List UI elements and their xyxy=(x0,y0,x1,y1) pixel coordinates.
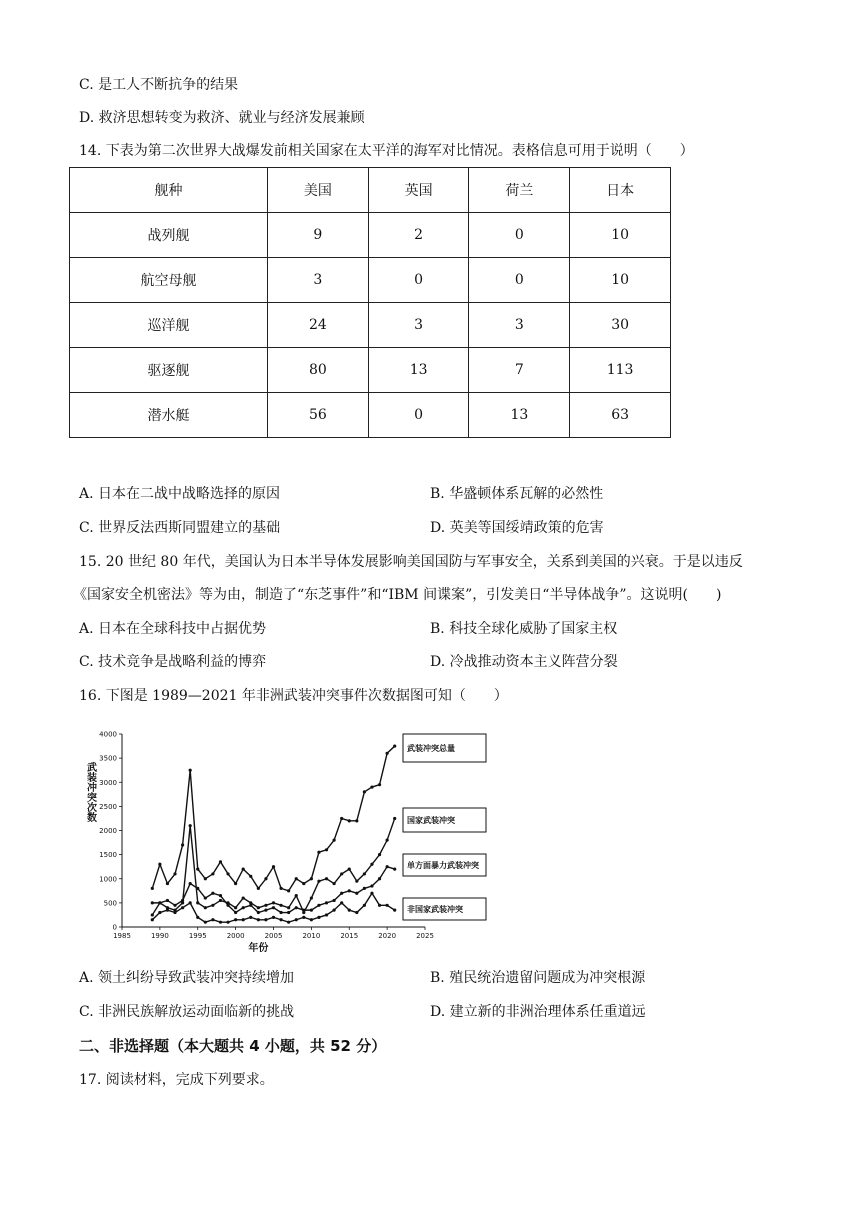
data-point xyxy=(317,880,320,883)
data-point xyxy=(264,877,267,880)
data-point xyxy=(211,918,214,921)
table-cell: 9 xyxy=(268,213,369,258)
data-point xyxy=(370,785,373,788)
q15-option-c: C. 技术竞争是战略利益的博弈 xyxy=(79,654,267,670)
data-point xyxy=(166,899,169,902)
data-point xyxy=(355,819,358,822)
data-point xyxy=(181,906,184,909)
data-point xyxy=(325,913,328,916)
table-cell: 30 xyxy=(570,303,671,348)
table-header-cell: 舰种 xyxy=(70,168,268,213)
data-point xyxy=(219,921,222,924)
table-row xyxy=(70,393,671,438)
table-cell: 7 xyxy=(469,348,570,393)
table-cell: 13 xyxy=(368,348,469,393)
data-point xyxy=(204,896,207,899)
data-point xyxy=(295,918,298,921)
data-point xyxy=(310,877,313,880)
data-point xyxy=(211,904,214,907)
data-point xyxy=(348,909,351,912)
y-axis-label: 武装冲突次数 xyxy=(84,762,96,822)
data-point xyxy=(234,918,237,921)
data-point xyxy=(151,913,154,916)
data-point xyxy=(257,887,260,890)
conflict-line-chart xyxy=(80,722,500,962)
data-point xyxy=(181,899,184,902)
q17-stem: 17. 阅读材料，完成下列要求。 xyxy=(79,1072,274,1088)
data-point xyxy=(272,901,275,904)
data-point xyxy=(219,860,222,863)
data-point xyxy=(302,882,305,885)
data-point xyxy=(340,872,343,875)
table-row xyxy=(70,303,671,348)
data-point xyxy=(211,872,214,875)
q15-stem-line2: 《国家安全机密法》等为由，制造了“东芝事件”和“IBM 间谍案”，引发美日“半导体战争”。这说明( ) xyxy=(73,587,722,603)
data-point xyxy=(348,868,351,871)
table-cell: 0 xyxy=(368,258,469,303)
data-point xyxy=(242,906,245,909)
data-point xyxy=(363,904,366,907)
data-point xyxy=(226,904,229,907)
legend-entry: 非国家武装冲突 xyxy=(407,905,463,914)
table-row xyxy=(70,258,671,303)
table-cell: 航空母舰 xyxy=(70,258,268,303)
data-point xyxy=(378,783,381,786)
y-tick-label: 4000 xyxy=(99,730,117,739)
chart-svg xyxy=(80,722,500,962)
data-point xyxy=(211,892,214,895)
data-point xyxy=(249,904,252,907)
data-point xyxy=(264,909,267,912)
data-point xyxy=(325,877,328,880)
table-cell: 63 xyxy=(570,393,671,438)
table-cell: 80 xyxy=(268,348,369,393)
x-tick-label: 2020 xyxy=(378,932,397,940)
data-point xyxy=(242,896,245,899)
data-point xyxy=(378,877,381,880)
data-point xyxy=(340,892,343,895)
data-point xyxy=(333,899,336,902)
data-point xyxy=(204,877,207,880)
data-point xyxy=(317,851,320,854)
data-point xyxy=(249,916,252,919)
table-cell: 10 xyxy=(570,258,671,303)
data-point xyxy=(151,887,154,890)
y-tick-label: 1500 xyxy=(99,851,117,860)
table-cell: 3 xyxy=(469,303,570,348)
x-tick-label: 1990 xyxy=(150,932,169,940)
data-point xyxy=(310,918,313,921)
table-cell: 3 xyxy=(268,258,369,303)
data-point xyxy=(158,901,161,904)
q15-option-d: D. 冷战推动资本主义阵营分裂 xyxy=(430,654,618,670)
legend-entry: 单方面暴力武装冲突 xyxy=(407,861,479,870)
data-point xyxy=(279,911,282,914)
data-point xyxy=(166,909,169,912)
table-cell: 0 xyxy=(469,258,570,303)
data-point xyxy=(333,909,336,912)
data-point xyxy=(158,863,161,866)
data-point xyxy=(386,865,389,868)
q16-option-b: B. 殖民统治遗留问题成为冲突根源 xyxy=(430,970,646,986)
x-tick-label: 2000 xyxy=(226,932,245,940)
data-point xyxy=(279,918,282,921)
data-point xyxy=(333,839,336,842)
data-point xyxy=(386,752,389,755)
data-point xyxy=(348,819,351,822)
data-point xyxy=(196,868,199,871)
q16-option-a: A. 领土纠纷导致武装冲突持续增加 xyxy=(79,970,295,986)
data-point xyxy=(355,911,358,914)
data-point xyxy=(287,911,290,914)
data-point xyxy=(340,817,343,820)
data-point xyxy=(204,921,207,924)
data-point xyxy=(363,872,366,875)
data-point xyxy=(189,901,192,904)
table-header-cell: 日本 xyxy=(570,168,671,213)
data-point xyxy=(363,790,366,793)
data-point xyxy=(272,906,275,909)
q15-option-a: A. 日本在全球科技中占据优势 xyxy=(79,621,267,637)
data-point xyxy=(363,887,366,890)
data-point xyxy=(234,882,237,885)
data-point xyxy=(242,918,245,921)
y-tick-label: 0 xyxy=(112,923,117,932)
x-axis-label: 年份 xyxy=(248,943,269,954)
q14-option-d: D. 英美等国绥靖政策的危害 xyxy=(430,520,604,536)
data-point xyxy=(264,904,267,907)
data-point xyxy=(226,872,229,875)
data-point xyxy=(355,880,358,883)
data-point xyxy=(173,872,176,875)
table-cell: 10 xyxy=(570,213,671,258)
y-tick-label: 3500 xyxy=(99,754,117,763)
data-point xyxy=(264,918,267,921)
data-point xyxy=(257,911,260,914)
data-point xyxy=(302,909,305,912)
data-point xyxy=(219,899,222,902)
y-tick-label: 2500 xyxy=(99,802,117,811)
q14-option-a: A. 日本在二战中战略选择的原因 xyxy=(79,486,281,502)
data-point xyxy=(257,918,260,921)
q16-option-c: C. 非洲民族解放运动面临新的挑战 xyxy=(79,1004,295,1020)
data-point xyxy=(310,896,313,899)
data-point xyxy=(348,889,351,892)
q16-stem: 16. 下图是 1989—2021 年非洲武装冲突事件次数据图可知（ ） xyxy=(79,688,508,704)
data-point xyxy=(151,918,154,921)
data-point xyxy=(393,817,396,820)
series-line-0 xyxy=(152,746,394,891)
data-point xyxy=(393,868,396,871)
table-header-cell: 英国 xyxy=(368,168,469,213)
data-point xyxy=(196,916,199,919)
data-point xyxy=(249,875,252,878)
data-point xyxy=(279,887,282,890)
table-cell: 13 xyxy=(469,393,570,438)
data-point xyxy=(181,843,184,846)
data-point xyxy=(355,892,358,895)
q13-option-d: D. 救济思想转变为救济、就业与经济发展兼顾 xyxy=(79,110,365,126)
y-tick-label: 1000 xyxy=(99,875,117,884)
data-point xyxy=(295,906,298,909)
naval-comparison-table xyxy=(69,167,671,438)
q14-option-b: B. 华盛顿体系瓦解的必然性 xyxy=(430,486,604,502)
data-point xyxy=(279,904,282,907)
data-point xyxy=(173,904,176,907)
data-point xyxy=(219,894,222,897)
data-point xyxy=(378,904,381,907)
x-tick-label: 2005 xyxy=(264,932,283,940)
q15-option-b: B. 科技全球化威胁了国家主权 xyxy=(430,621,618,637)
data-point xyxy=(370,884,373,887)
table-cell: 56 xyxy=(268,393,369,438)
table-header-cell: 荷兰 xyxy=(469,168,570,213)
data-point xyxy=(287,889,290,892)
data-point xyxy=(173,911,176,914)
x-tick-label: 2010 xyxy=(302,932,321,940)
table-cell: 潜水艇 xyxy=(70,393,268,438)
data-point xyxy=(295,894,298,897)
table-cell: 驱逐舰 xyxy=(70,348,268,393)
data-point xyxy=(302,916,305,919)
data-point xyxy=(393,909,396,912)
y-tick-label: 500 xyxy=(103,899,117,908)
q16-option-d: D. 建立新的非洲治理体系任重道远 xyxy=(430,1004,646,1020)
x-tick-label: 1995 xyxy=(188,932,207,940)
x-tick-label: 2015 xyxy=(340,932,359,940)
data-point xyxy=(370,892,373,895)
data-point xyxy=(325,901,328,904)
data-point xyxy=(189,882,192,885)
data-point xyxy=(272,865,275,868)
data-point xyxy=(325,848,328,851)
section-title: 二、非选择题（本大题共 4 小题，共 52 分） xyxy=(79,1037,387,1055)
table-cell: 0 xyxy=(469,213,570,258)
table-cell: 3 xyxy=(368,303,469,348)
data-point xyxy=(166,882,169,885)
q14-stem: 14. 下表为第二次世界大战爆发前相关国家在太平洋的海军对比情况。表格信息可用于说明（ ） xyxy=(79,143,694,159)
data-point xyxy=(310,909,313,912)
table-header-cell: 美国 xyxy=(268,168,369,213)
data-point xyxy=(378,853,381,856)
data-point xyxy=(189,769,192,772)
data-point xyxy=(370,863,373,866)
data-point xyxy=(340,901,343,904)
table-cell: 巡洋舰 xyxy=(70,303,268,348)
table-cell: 24 xyxy=(268,303,369,348)
data-point xyxy=(393,744,396,747)
data-point xyxy=(189,824,192,827)
data-point xyxy=(151,901,154,904)
y-tick-label: 2000 xyxy=(99,827,117,835)
legend-entry: 国家武装冲突 xyxy=(407,816,455,825)
y-tick-label: 3000 xyxy=(99,778,117,787)
data-point xyxy=(234,911,237,914)
x-tick-label: 2025 xyxy=(416,932,434,940)
data-point xyxy=(234,906,237,909)
data-point xyxy=(295,877,298,880)
q14-option-c: C. 世界反法西斯同盟建立的基础 xyxy=(79,520,281,536)
data-point xyxy=(386,839,389,842)
data-point xyxy=(158,911,161,914)
table-cell: 0 xyxy=(368,393,469,438)
table-row xyxy=(70,348,671,393)
x-tick-label: 1985 xyxy=(113,932,131,940)
table-row xyxy=(70,213,671,258)
data-point xyxy=(317,904,320,907)
table-cell: 2 xyxy=(368,213,469,258)
table-header-row xyxy=(70,168,671,213)
data-point xyxy=(272,916,275,919)
data-point xyxy=(204,906,207,909)
data-point xyxy=(196,887,199,890)
legend-entry: 武装冲突总量 xyxy=(407,744,455,753)
table-cell: 战列舰 xyxy=(70,213,268,258)
data-point xyxy=(287,906,290,909)
data-point xyxy=(287,921,290,924)
table-cell: 113 xyxy=(570,348,671,393)
data-point xyxy=(257,906,260,909)
data-point xyxy=(196,901,199,904)
data-point xyxy=(317,916,320,919)
data-point xyxy=(386,904,389,907)
data-point xyxy=(242,868,245,871)
q13-option-c: C. 是工人不断抗争的结果 xyxy=(79,77,239,93)
q15-stem-line1: 15. 20 世纪 80 年代，美国认为日本半导体发展影响美国国防与军事安全，关系到美国的兴衰。于是以违反 xyxy=(79,554,743,570)
data-point xyxy=(226,921,229,924)
data-point xyxy=(333,882,336,885)
